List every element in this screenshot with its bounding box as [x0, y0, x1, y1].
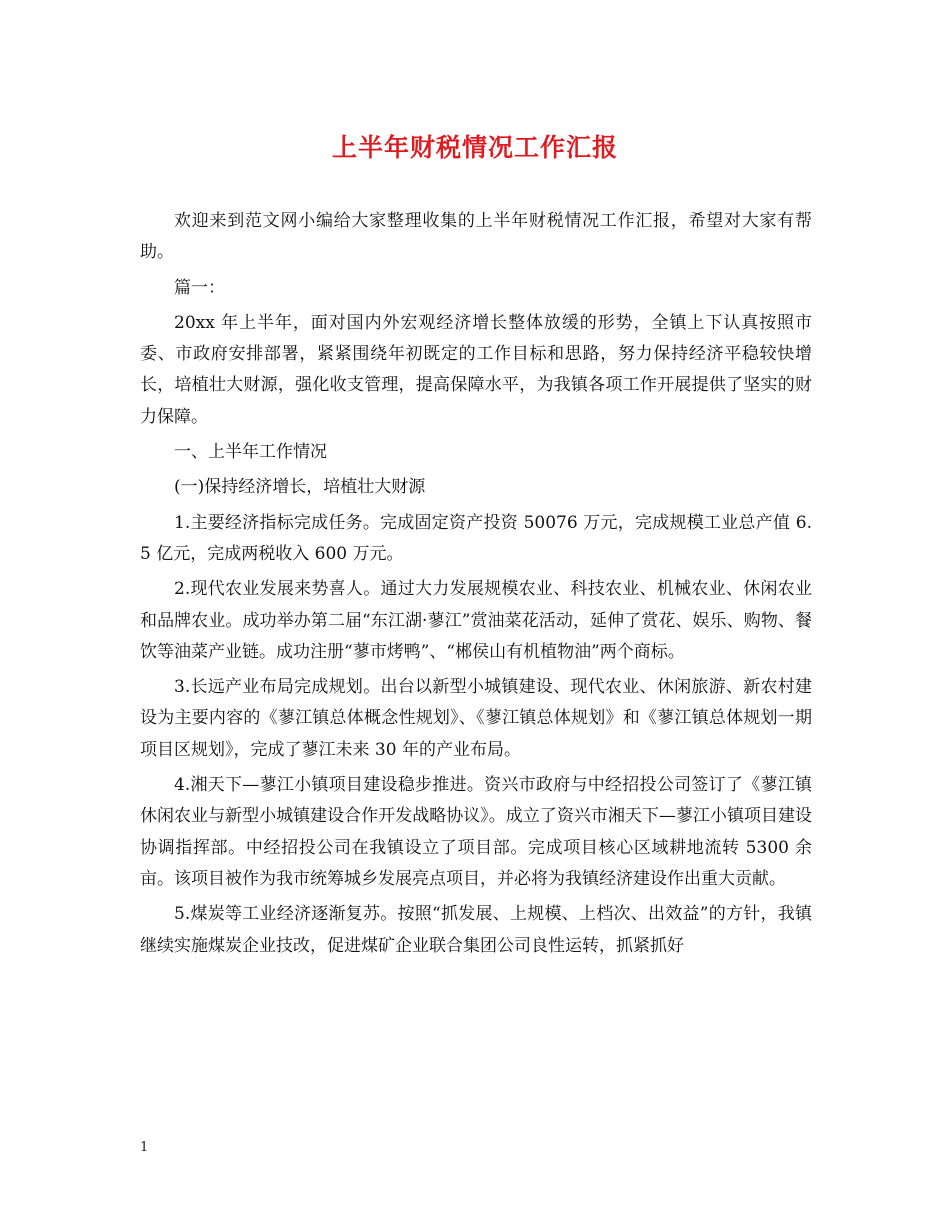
paragraph-item-4: 4.湘天下—蓼江小镇项目建设稳步推进。资兴市政府与中经招投公司签订了《蓼江镇休闲农业与新型小城镇建设合作开发战略协议》。成立了资兴市湘天下—蓼江小镇项目建设协调指挥部。中经招投公司在我镇设立了项目部。完成项目核心区域耕地流转 5300 余亩。该项目被作为我市统筹城乡发展亮点项目，并必将为我镇经济建设作出重大贡献。	[140, 775, 812, 889]
paragraph-item-5: 5.煤炭等工业经济逐渐复苏。按照“抓发展、上规模、上档次、出效益”的方针，我镇继续实施煤炭企业技改，促进煤矿企业联合集团公司良性运转，抓紧抓好	[140, 904, 812, 956]
paragraph-item-3: 3.长远产业布局完成规划。出台以新型小城镇建设、现代农业、休闲旅游、新农村建设为主要内容的《蓼江镇总体概念性规划》、《蓼江镇总体规划》和《蓼江镇总体规划一期项目区规划》，完成了蓼江未来 30 年的产业布局。	[140, 677, 812, 760]
paragraph-item-2: 2.现代农业发展来势喜人。通过大力发展规模农业、科技农业、机械农业、休闲农业和品牌农业。成功举办第二届“东江湖·蓼江”赏油菜花活动，延伸了赏花、娱乐、购物、餐饮等油菜产业链。成功注册“蓼市烤鸭”、“郴侯山有机植物油”两个商标。	[140, 579, 812, 662]
page-number: 1	[140, 1140, 149, 1155]
paragraph-overview: 20xx 年上半年，面对国内外宏观经济增长整体放缓的形势，全镇上下认真按照市委、市政府安排部署，紧紧围绕年初既定的工作目标和思路，努力保持经济平稳较快增长，培植壮大财源，强化收支管理，提高保障水平，为我镇各项工作开展提供了坚实的财力保障。	[140, 312, 812, 427]
paragraph-item-1: 1.主要经济指标完成任务。完成固定资产投资 50076 万元，完成规模工业总产值 6.5 亿元，完成两税收入 600 万元。	[140, 512, 812, 564]
section-heading: 一、上半年工作情况	[174, 442, 327, 463]
document-title: 上半年财税情况工作汇报	[331, 133, 618, 162]
subsection-heading: (一)保持经济增长，培植壮大财源	[174, 477, 426, 498]
paragraph-part-one-label: 篇一：	[174, 277, 225, 298]
document-body	[140, 206, 812, 966]
paragraph-intro: 欢迎来到范文网小编给大家整理收集的上半年财税情况工作汇报，希望对大家有帮助。	[140, 211, 812, 263]
